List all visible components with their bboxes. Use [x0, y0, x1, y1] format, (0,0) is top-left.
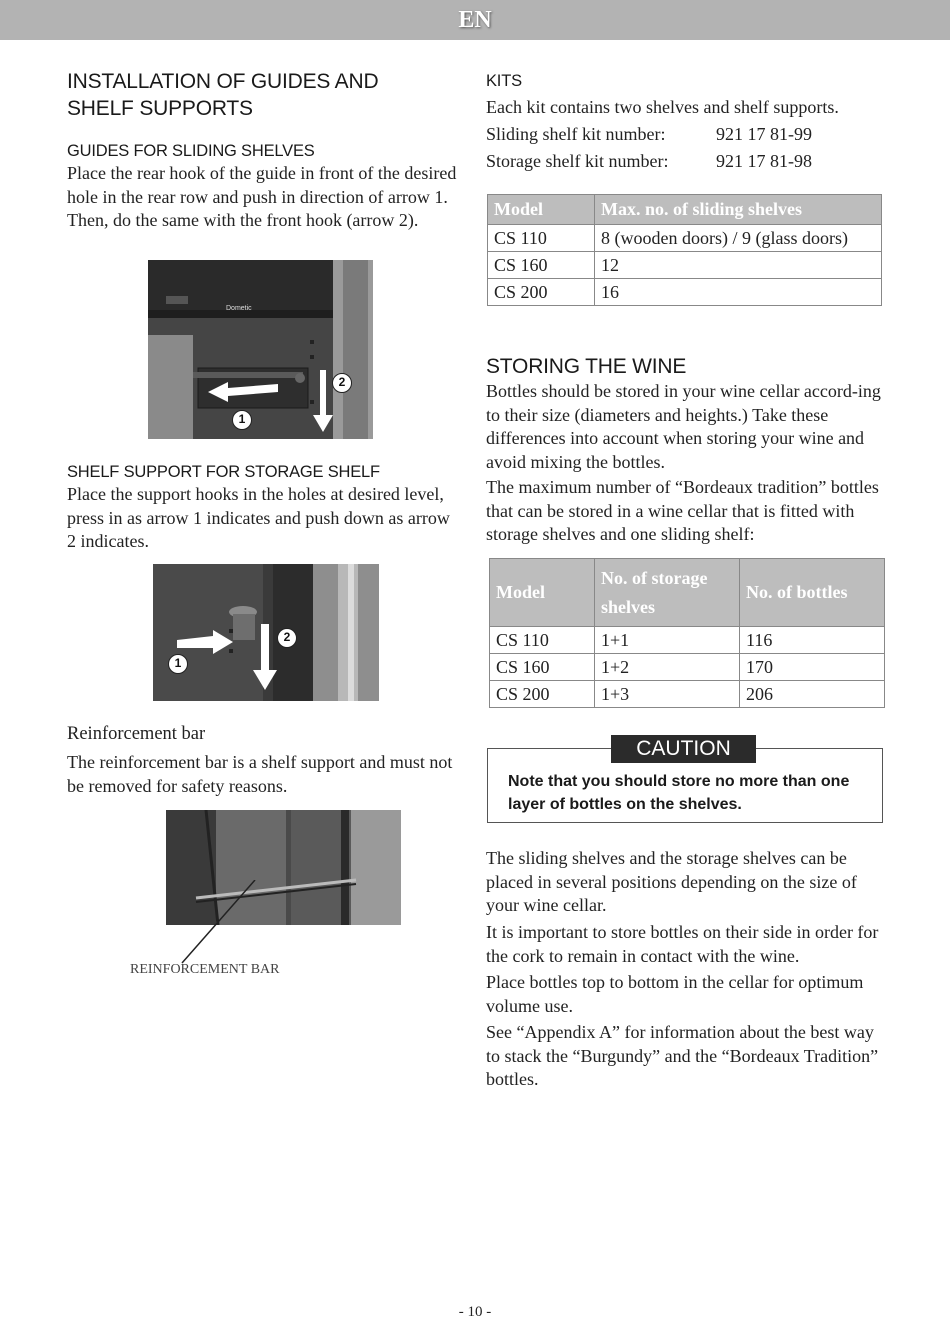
table-cell: 170	[740, 654, 885, 681]
table-header-row	[490, 559, 885, 627]
paragraph-appendix: See “Appendix A” for information about the best way to stack the “Burgundy” and the “Bordeaux Tradition” bottles.	[486, 1022, 879, 1089]
section-title: INSTALLATION OF GUIDES AND SHELF SUPPORTS	[67, 70, 379, 120]
language-code: EN	[458, 7, 492, 33]
table-header-row	[488, 195, 882, 225]
table-header-cell: No. of bottles	[740, 559, 885, 627]
table-row	[490, 627, 885, 654]
kits-heading: KITS	[486, 72, 522, 90]
reinforcement-text: The reinforcement bar is a shelf support and must not be removed for safety reasons.	[67, 752, 453, 796]
page-number: - 10 -	[458, 1304, 492, 1320]
arrow-2-marker: 2	[332, 373, 352, 393]
table-cell: 1+1	[595, 627, 740, 654]
kits-intro: Each kit contains two shelves and shelf supports.	[486, 97, 839, 117]
reinforcement-heading: Reinforcement bar	[67, 724, 206, 744]
sliding-kit-label: Sliding shelf kit number:	[486, 124, 666, 144]
guide-installation-photo	[148, 260, 373, 439]
table-row	[488, 225, 882, 252]
reinforcement-label: REINFORCEMENT BAR	[130, 962, 280, 977]
table-cell: CS 110	[490, 627, 595, 654]
support-heading: SHELF SUPPORT FOR STORAGE SHELF	[67, 463, 380, 481]
table-cell: CS 110	[488, 225, 595, 252]
storing-paragraph-2: The maximum number of “Bordeaux tradition” bottles that can be stored in a wine cellar that is fitted with storage shelves and one sliding shelf:	[486, 477, 879, 544]
caution-label: CAUTION	[611, 735, 756, 763]
bottle-capacity-table	[489, 558, 885, 708]
table-row	[488, 279, 882, 306]
guide-installation-illustration	[148, 260, 373, 439]
table-cell: CS 200	[488, 279, 595, 306]
table-header-cell: Max. no. of sliding shelves	[595, 195, 882, 225]
table-cell: CS 160	[490, 654, 595, 681]
table-cell: CS 160	[488, 252, 595, 279]
table-header-cell: Model	[490, 559, 595, 627]
arrow-1-marker: 1	[168, 654, 188, 674]
storage-kit-number: 921 17 81-98	[716, 151, 812, 171]
sliding-shelves-table	[487, 194, 882, 306]
shelf-support-illustration	[153, 564, 379, 701]
table-cell: 116	[740, 627, 885, 654]
storing-heading: STORING THE WINE	[486, 355, 687, 378]
shelf-support-photo	[153, 564, 379, 701]
table-cell: 1+3	[595, 681, 740, 708]
header-bar	[0, 0, 950, 40]
paragraph-cork: It is important to store bottles on their side in order for the cork to remain in contact with the wine.	[486, 922, 879, 966]
table-row	[488, 252, 882, 279]
table-cell: 206	[740, 681, 885, 708]
table-cell: 12	[595, 252, 882, 279]
table-cell: 1+2	[595, 654, 740, 681]
arrow-1-marker: 1	[232, 410, 252, 430]
caution-text: Note that you should store no more than one layer of bottles on the shelves.	[508, 773, 850, 813]
storing-paragraph-1: Bottles should be stored in your wine cellar accord-ing to their size (diameters and heights.) Take these differences into account when storing your wine and avoid mixing the bottles.	[486, 381, 881, 472]
guides-heading: GUIDES FOR SLIDING SHELVES	[67, 142, 315, 160]
table-cell: CS 200	[490, 681, 595, 708]
arrow-2-marker: 2	[277, 628, 297, 648]
support-text: Place the support hooks in the holes at desired level, press in as arrow 1 indicates and push down as arrow 2 indicates.	[67, 484, 450, 551]
paragraph-top-bottom: Place bottles top to bottom in the cellar for optimum volume use.	[486, 972, 864, 1016]
sliding-kit-number: 921 17 81-99	[716, 124, 812, 144]
guides-text: Place the rear hook of the guide in front of the desired hole in the rear row and push in direction of arrow 1. Then, do the same with the front hook (arrow 2).	[67, 163, 457, 230]
reinforcement-callout-line	[180, 880, 260, 965]
table-header-cell: Model	[488, 195, 595, 225]
paragraph-positions: The sliding shelves and the storage shelves can be placed in several positions depending on the size of your wine cellar.	[486, 848, 857, 915]
table-cell: 16	[595, 279, 882, 306]
storage-kit-label: Storage shelf kit number:	[486, 151, 669, 171]
brand-logo: Dometic	[226, 305, 252, 312]
table-row	[490, 681, 885, 708]
table-cell: 8 (wooden doors) / 9 (glass doors)	[595, 225, 882, 252]
table-row	[490, 654, 885, 681]
table-header-cell: No. of storage shelves	[595, 559, 740, 627]
